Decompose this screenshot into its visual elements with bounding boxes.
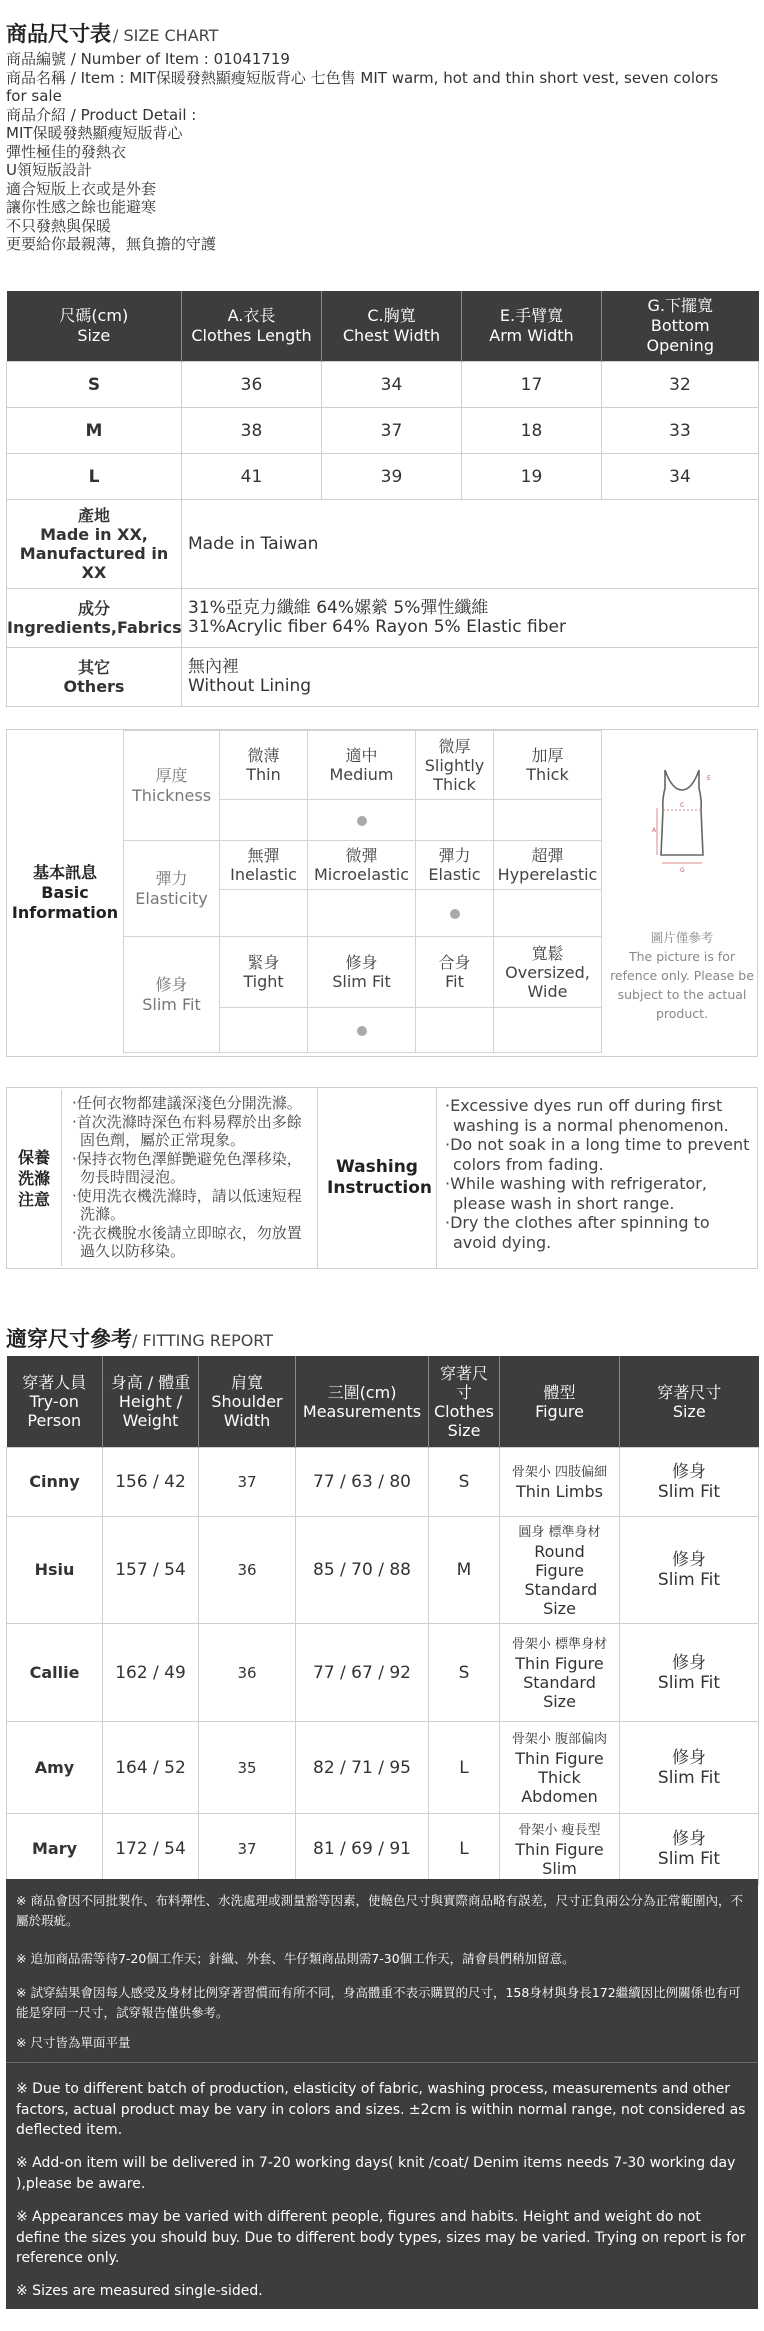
list-item: ·Dry the clothes after spinning to avoid dying.	[445, 1213, 710, 1252]
size-value: 34	[602, 454, 759, 500]
origin-row	[7, 500, 759, 589]
intro-line: MIT保暖發熱顯瘦短版背心	[6, 124, 183, 142]
ingredients-label: 成分 Ingredients,Fabrics	[7, 589, 182, 648]
person-name: Callie	[7, 1624, 103, 1722]
header-bottom-opening: G.下擺寬 Bottom Opening	[602, 291, 759, 362]
clothes-size: L	[429, 1814, 500, 1885]
fit-label: 修身 Slim Fit	[124, 937, 220, 1053]
intro-line: 商品介紹 / Product Detail :	[6, 105, 197, 124]
figure: 圓身 標準身材 Round Figure Standard Size	[500, 1517, 620, 1624]
header-person: 穿著人員 Try-on Person	[7, 1356, 103, 1448]
thickness-marker	[220, 800, 308, 841]
basic-information	[6, 729, 758, 1057]
basic-info-label: 基本訊息 Basic Information	[11, 863, 119, 922]
image-caption: 圖片僅參考 The picture is for refence only. Please be subject to the actual product.	[610, 930, 754, 1021]
fit-marker	[220, 1008, 308, 1053]
fitting-report-table	[6, 1356, 759, 1885]
person-name: Amy	[7, 1722, 103, 1814]
elasticity-marker	[416, 890, 494, 937]
fit-result: 修身 Slim Fit	[620, 1517, 759, 1624]
others-label: 其它 Others	[7, 648, 182, 707]
fit-marker	[494, 1008, 602, 1053]
thickness-marker	[416, 800, 494, 841]
header-clothes-size: 穿著尺寸 Clothes Size	[429, 1356, 500, 1448]
basic-info-grid	[123, 730, 602, 1053]
size-label: L	[7, 454, 182, 500]
header-size: 尺碼(cm) Size	[7, 291, 182, 362]
size-value: 38	[182, 408, 322, 454]
option-fit: 合身 Fit	[416, 937, 494, 1008]
list-item: ·Do not soak in a long time to prevent colors from fading.	[445, 1135, 750, 1174]
washing-list-zh	[61, 1090, 317, 1266]
header-height-weight: 身高 / 體重 Height / Weight	[103, 1356, 199, 1448]
table-row	[7, 408, 759, 454]
thickness-marker	[308, 800, 416, 841]
clothes-size: L	[429, 1722, 500, 1814]
person-name: Hsiu	[7, 1517, 103, 1624]
header-fit-size: 穿著尺寸 Size	[620, 1356, 759, 1448]
height-weight: 156 / 42	[103, 1448, 199, 1517]
size-chart-table	[6, 291, 759, 707]
list-item: ·Excessive dyes run off during first washing is a normal phenomenon.	[445, 1096, 729, 1135]
option-elastic: 彈力 Elastic	[416, 841, 494, 890]
note-zh: ※ 商品會因不同批製作、布料彈性、水洗處理或測量豁等因素，使饒色尺寸與實際商品略有誤差，尺寸正負兩公分為正常範圍內，不屬於瑕疵。	[16, 1893, 743, 1928]
shoulder-width: 37	[199, 1448, 296, 1517]
figure: 骨架小 四肢偏細 Thin Limbs	[500, 1448, 620, 1517]
note-en: ※ Add-on item will be delivered in 7-20 working days( knit /coat/ Denim items needs 7-30 working day ),please be aware.	[16, 2155, 736, 2192]
option-tight: 緊身 Tight	[220, 937, 308, 1008]
size-value: 39	[322, 454, 462, 500]
size-value: 36	[182, 362, 322, 408]
header-measurements: 三圍(cm) Measurements	[296, 1356, 429, 1448]
shoulder-width: 35	[199, 1722, 296, 1814]
header-figure: 體型 Figure	[500, 1356, 620, 1448]
figure: 骨架小 腹部偏肉 Thin Figure Thick Abdomen	[500, 1722, 620, 1814]
origin-value: Made in Taiwan	[182, 500, 759, 589]
intro-line: 商品編號 / Number of Item : 01041719	[6, 50, 290, 68]
size-value: 19	[462, 454, 602, 500]
others-value: 無內裡 Without Lining	[182, 648, 759, 707]
height-weight: 162 / 49	[103, 1624, 199, 1722]
elasticity-marker	[308, 890, 416, 937]
list-item: ·保持衣物色澤鮮艷避免色澤移染，勿長時間浸泡。	[72, 1149, 302, 1186]
size-label: S	[7, 362, 182, 408]
ingredients-row	[7, 589, 759, 648]
note-en: ※ Due to different batch of production, elasticity of fabric, washing process, measurements and other factors, actual product may be vary in colors and sizes. ±2cm is within normal range, not considered as deflected item.	[16, 2081, 746, 2138]
note-en: ※ Sizes are measured single-sided.	[16, 2283, 263, 2299]
note-zh: ※ 尺寸皆為單面平量	[16, 2035, 131, 2050]
washing-instruction	[6, 1087, 758, 1269]
person-name: Cinny	[7, 1448, 103, 1517]
figure: 骨架小 標準身材 Thin Figure Standard Size	[500, 1624, 620, 1722]
title-zh: 商品尺寸表	[6, 22, 111, 46]
fit-marker	[308, 1008, 416, 1053]
svg-text:A: A	[652, 827, 657, 834]
fit-result: 修身 Slim Fit	[620, 1722, 759, 1814]
size-value: 18	[462, 408, 602, 454]
selected-dot-icon	[357, 816, 367, 826]
option-hyperelastic: 超彈 Hyperelastic	[494, 841, 602, 890]
shoulder-width: 36	[199, 1517, 296, 1624]
elasticity-marker	[494, 890, 602, 937]
height-weight: 172 / 54	[103, 1814, 199, 1885]
height-weight: 157 / 54	[103, 1517, 199, 1624]
table-row	[7, 1814, 759, 1885]
size-chart-title	[6, 18, 218, 48]
table-row	[7, 362, 759, 408]
note-zh: ※ 追加商品需等待7-20個工作天；針織、外套、牛仔類商品則需7-30個工作天，請會員們稍加留意。	[16, 1951, 575, 1966]
selected-dot-icon	[450, 909, 460, 919]
option-oversized: 寬鬆 Oversized, Wide	[494, 937, 602, 1008]
fit-result: 修身 Slim Fit	[620, 1624, 759, 1722]
ingredients-value: 31%亞克力纖維 64%嫘縈 5%彈性纖維 31%Acrylic fiber 64% Rayon 5% Elastic fiber	[182, 589, 759, 648]
intro-line: U領短版設計	[6, 161, 92, 179]
washing-list-en	[437, 1096, 755, 1252]
garment-diagram	[607, 730, 757, 1056]
list-item: ·洗衣機脫水後請立即晾衣，勿放置過久以防移染。	[72, 1223, 302, 1260]
clothes-size: S	[429, 1624, 500, 1722]
washing-label-en: Washing Instruction	[317, 1088, 437, 1268]
table-row	[7, 1722, 759, 1814]
svg-text:C: C	[680, 802, 685, 809]
size-value: 17	[462, 362, 602, 408]
svg-text:G: G	[680, 867, 685, 874]
notes-panel	[6, 1879, 758, 2309]
svg-text:E: E	[707, 775, 711, 782]
shoulder-width: 37	[199, 1814, 296, 1885]
intro-line: 讓你性感之餘也能避寒	[6, 198, 157, 216]
table-row	[7, 1624, 759, 1722]
table-row	[7, 454, 759, 500]
fit-result: 修身 Slim Fit	[620, 1814, 759, 1885]
product-intro	[6, 50, 736, 254]
note-zh: ※ 試穿結果會因每人感受及身材比例穿著習慣而有所不同，身高體重不表示購買的尺寸，158身材與身長172繼續因比例關係也有可能是穿同一尺寸，試穿報告僅供參考。	[16, 1985, 741, 2020]
note-en: ※ Appearances may be varied with different people, figures and habits. Height and weight do not define the sizes you should buy. Due to different body types, sizes may be varied. Trying on report is for reference only.	[16, 2209, 746, 2266]
option-microelastic: 微彈 Microelastic	[308, 841, 416, 890]
measurements: 85 / 70 / 88	[296, 1517, 429, 1624]
selected-dot-icon	[357, 1026, 367, 1036]
person-name: Mary	[7, 1814, 103, 1885]
washing-label-zh: 保養洗滌注意	[17, 1147, 50, 1209]
others-row	[7, 648, 759, 707]
intro-line: 彈性極佳的發熱衣	[6, 142, 127, 161]
intro-line: 適合短版上衣或是外套	[6, 179, 157, 198]
size-chart-header-row	[7, 291, 759, 362]
header-chest-width: C.胸寬 Chest Width	[322, 291, 462, 362]
header-arm-width: E.手臂寬 Arm Width	[462, 291, 602, 362]
option-thin: 微薄 Thin	[220, 731, 308, 800]
intro-line: 更要給你最親薄，無負擔的守護	[6, 235, 217, 253]
figure: 骨架小 瘦長型 Thin Figure Slim	[500, 1814, 620, 1885]
size-value: 34	[322, 362, 462, 408]
list-item: ·任何衣物都建議深淺色分開洗滌。	[72, 1094, 302, 1112]
size-value: 37	[322, 408, 462, 454]
table-row	[7, 1448, 759, 1517]
measurements: 81 / 69 / 91	[296, 1814, 429, 1885]
list-item: ·首次洗滌時深色布料易釋於出多餘固色劑，屬於正常現象。	[72, 1112, 302, 1149]
size-label: M	[7, 408, 182, 454]
title-en: / SIZE CHART	[113, 26, 219, 45]
origin-label: 產地 Made in XX, Manufactured in XX	[7, 500, 182, 589]
list-item: ·While washing with refrigerator, please wash in short range.	[445, 1174, 707, 1213]
option-medium: 適中 Medium	[308, 731, 416, 800]
thickness-label: 厚度 Thickness	[124, 731, 220, 841]
size-value: 32	[602, 362, 759, 408]
clothes-size: M	[429, 1517, 500, 1624]
intro-line: 商品名稱 / Item : MIT保暖發熱顯瘦短版背心 七色售 MIT warm, hot and thin short vest, seven colors for sale	[6, 68, 719, 105]
header-clothes-length: A.衣長 Clothes Length	[182, 291, 322, 362]
size-value: 33	[602, 408, 759, 454]
shoulder-width: 36	[199, 1624, 296, 1722]
measurements: 82 / 71 / 95	[296, 1722, 429, 1814]
fitting-report-title: 適穿尺寸參考/ FITTING REPORT	[6, 1327, 274, 1351]
option-inelastic: 無彈 Inelastic	[220, 841, 308, 890]
fitting-header-row	[7, 1356, 759, 1448]
size-value: 41	[182, 454, 322, 500]
tank-top-diagram-icon	[607, 730, 757, 920]
clothes-size: S	[429, 1448, 500, 1517]
header-shoulder: 肩寬 Shoulder Width	[199, 1356, 296, 1448]
fit-marker	[416, 1008, 494, 1053]
option-slightly-thick: 微厚 Slightly Thick	[416, 731, 494, 800]
elasticity-label: 彈力 Elasticity	[124, 841, 220, 937]
measurements: 77 / 67 / 92	[296, 1624, 429, 1722]
table-row	[7, 1517, 759, 1624]
option-thick: 加厚 Thick	[494, 731, 602, 800]
height-weight: 164 / 52	[103, 1722, 199, 1814]
measurements: 77 / 63 / 80	[296, 1448, 429, 1517]
list-item: ·使用洗衣機洗滌時，請以低速短程洗滌。	[72, 1186, 302, 1223]
intro-line: 不只發熱與保暖	[6, 216, 112, 235]
thickness-marker	[494, 800, 602, 841]
option-slim-fit: 修身 Slim Fit	[308, 937, 416, 1008]
fit-result: 修身 Slim Fit	[620, 1448, 759, 1517]
notes-divider	[6, 2062, 758, 2063]
elasticity-marker	[220, 890, 308, 937]
